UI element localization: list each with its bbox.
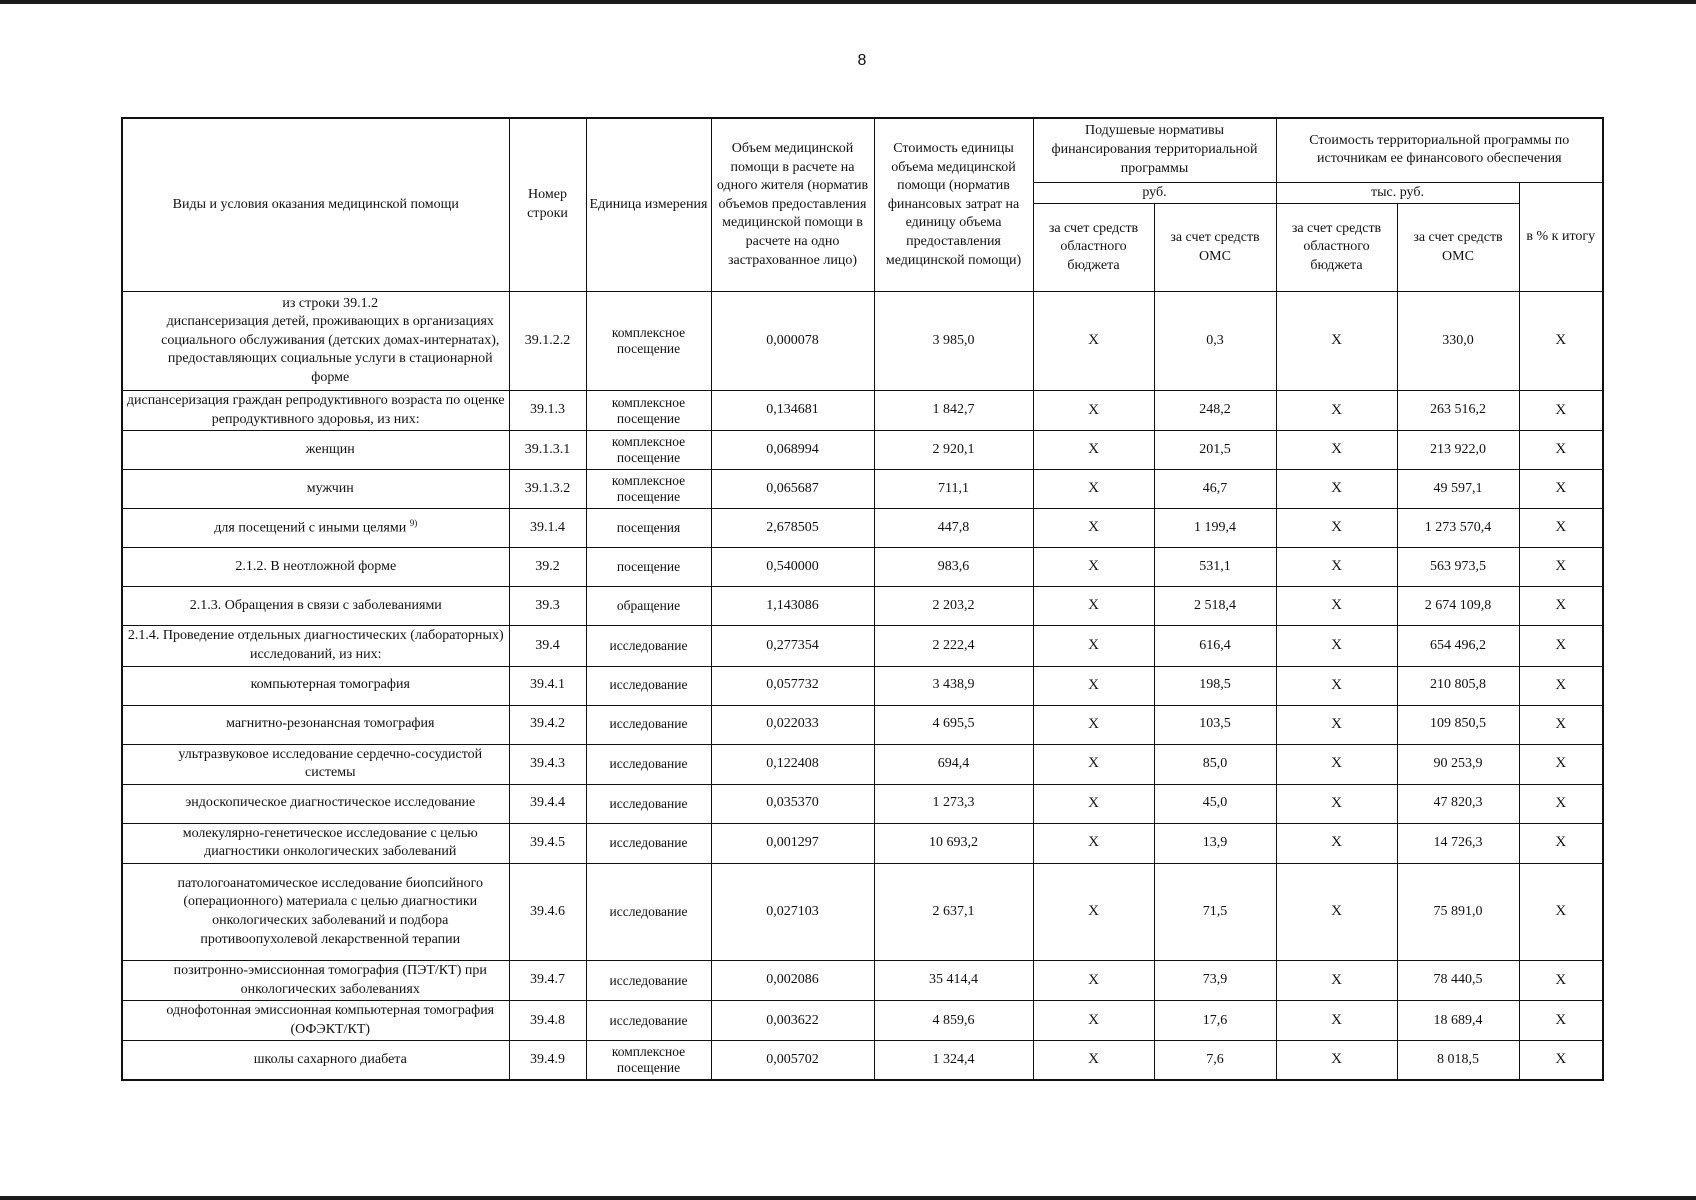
row-name: 2.1.3. Обращения в связи с заболеваниями [122,587,509,626]
row-volume: 1,143086 [711,587,874,626]
row-tc-budget: Х [1276,431,1397,470]
row-unit: исследование [586,960,711,1000]
row-cost: 2 222,4 [874,626,1033,666]
row-cost: 2 637,1 [874,863,1033,960]
scan-edge-top [0,0,1696,4]
row-percent: Х [1519,470,1603,509]
header-rub: руб. [1033,182,1276,204]
row-tc-budget: Х [1276,548,1397,587]
row-name-text: для посещений с иными целями [214,520,407,536]
header-thous-rub: тыс. руб. [1276,182,1519,204]
row-pc-budget: Х [1033,391,1154,431]
row-tc-oms: 210 805,8 [1397,666,1519,705]
row-pc-oms: 73,9 [1154,960,1276,1000]
row-pc-budget: Х [1033,292,1154,391]
row-pc-budget: Х [1033,960,1154,1000]
row-volume: 0,005702 [711,1041,874,1080]
row-volume: 0,122408 [711,744,874,784]
row-unit: исследование [586,1001,711,1041]
row-tc-oms: 78 440,5 [1397,960,1519,1000]
row-tc-budget: Х [1276,587,1397,626]
row-cost: 2 920,1 [874,431,1033,470]
header-tc-oms: за счет средств ОМС [1397,204,1519,292]
row-tc-budget: Х [1276,391,1397,431]
table-row [122,705,1603,744]
row-unit: исследование [586,705,711,744]
row-pc-oms: 2 518,4 [1154,587,1276,626]
table-row [122,626,1603,666]
row-name: 2.1.2. В неотложной форме [122,548,509,587]
row-pc-budget: Х [1033,823,1154,863]
row-unit: исследование [586,863,711,960]
row-cost: 3 985,0 [874,292,1033,391]
row-percent: Х [1519,960,1603,1000]
row-name: мужчин [122,470,509,509]
row-name: компьютерная томография [122,666,509,705]
row-volume: 0,057732 [711,666,874,705]
row-unit: исследование [586,744,711,784]
row-tc-budget: Х [1276,666,1397,705]
row-pc-budget: Х [1033,1041,1154,1080]
row-pc-budget: Х [1033,626,1154,666]
row-unit: посещение [586,548,711,587]
row-number: 39.3 [509,587,586,626]
row-tc-budget: Х [1276,960,1397,1000]
row-number: 39.4.9 [509,1041,586,1080]
table-row [122,509,1603,548]
row-percent: Х [1519,431,1603,470]
row-cost: 2 203,2 [874,587,1033,626]
row-tc-budget: Х [1276,744,1397,784]
row-pc-budget: Х [1033,548,1154,587]
row-tc-oms: 49 597,1 [1397,470,1519,509]
row-name: молекулярно-генетическое исследование с целью диагностики онкологических заболеваний [122,823,509,863]
row-name [122,292,509,391]
row-unit: комплексное посещение [586,470,711,509]
table-row [122,744,1603,784]
row-cost: 447,8 [874,509,1033,548]
row-pc-oms: 71,5 [1154,863,1276,960]
row-pc-budget: Х [1033,744,1154,784]
row-name: диспансеризация граждан репродуктивного возраста по оценке репродуктивного здоровья, из них: [122,391,509,431]
row-percent: Х [1519,705,1603,744]
row-volume: 0,035370 [711,784,874,823]
row-tc-oms: 2 674 109,8 [1397,587,1519,626]
row-tc-budget: Х [1276,509,1397,548]
row-tc-oms: 109 850,5 [1397,705,1519,744]
row-tc-budget: Х [1276,784,1397,823]
row-number: 39.4.5 [509,823,586,863]
row-percent: Х [1519,744,1603,784]
row-unit: исследование [586,823,711,863]
row-name: однофотонная эмиссионная компьютерная томография (ОФЭКТ/КТ) [122,1001,509,1041]
table-row [122,587,1603,626]
row-cost: 983,6 [874,548,1033,587]
row-tc-oms: 654 496,2 [1397,626,1519,666]
row-pc-oms: 616,4 [1154,626,1276,666]
row-tc-budget: Х [1276,1041,1397,1080]
row-number: 39.4.8 [509,1001,586,1041]
row-pc-oms: 1 199,4 [1154,509,1276,548]
row-volume: 0,068994 [711,431,874,470]
row-unit: посещения [586,509,711,548]
row-name: позитронно-эмиссионная томография (ПЭТ/КТ) при онкологических заболеваниях [122,960,509,1000]
row-tc-budget: Х [1276,863,1397,960]
row-pc-budget: Х [1033,470,1154,509]
row-name [122,509,509,548]
row-percent: Х [1519,1041,1603,1080]
row-number: 39.4.2 [509,705,586,744]
row-pc-budget: Х [1033,666,1154,705]
row-tc-oms: 213 922,0 [1397,431,1519,470]
header-row-number: Номер строки [509,118,586,292]
row-pc-budget: Х [1033,509,1154,548]
row-volume: 0,134681 [711,391,874,431]
page-number: 8 [857,52,867,69]
row-tc-oms: 563 973,5 [1397,548,1519,587]
row-volume: 0,002086 [711,960,874,1000]
table-row [122,784,1603,823]
row-percent: Х [1519,863,1603,960]
row-volume: 0,001297 [711,823,874,863]
row-tc-oms: 90 253,9 [1397,744,1519,784]
table-row [122,1001,1603,1041]
table-row [122,823,1603,863]
row-cost: 10 693,2 [874,823,1033,863]
row-cost: 694,4 [874,744,1033,784]
footnote-mark: 9) [409,518,418,529]
row-tc-oms: 330,0 [1397,292,1519,391]
row-tc-budget: Х [1276,626,1397,666]
table-row [122,470,1603,509]
row-cost: 4 695,5 [874,705,1033,744]
row-percent: Х [1519,1001,1603,1041]
row-pc-oms: 45,0 [1154,784,1276,823]
row-cost: 1 324,4 [874,1041,1033,1080]
row-name-prefix: из строки 39.1.2 [282,295,379,311]
row-tc-budget: Х [1276,1001,1397,1041]
row-number: 39.1.3 [509,391,586,431]
row-name: ультразвуковое исследование сердечно-сосудистой системы [122,744,509,784]
row-volume: 0,065687 [711,470,874,509]
row-pc-budget: Х [1033,431,1154,470]
row-unit: комплексное посещение [586,1041,711,1080]
row-cost: 35 414,4 [874,960,1033,1000]
row-tc-budget: Х [1276,292,1397,391]
table-row [122,1041,1603,1080]
row-pc-budget: Х [1033,587,1154,626]
row-number: 39.4 [509,626,586,666]
row-percent: Х [1519,626,1603,666]
row-tc-oms: 75 891,0 [1397,863,1519,960]
row-number: 39.1.3.2 [509,470,586,509]
row-number: 39.2 [509,548,586,587]
header-pc-budget: за счет средств областного бюджета [1033,204,1154,292]
row-percent: Х [1519,292,1603,391]
row-name: магнитно-резонансная томография [122,705,509,744]
row-pc-oms: 17,6 [1154,1001,1276,1041]
row-pc-oms: 103,5 [1154,705,1276,744]
row-pc-oms: 201,5 [1154,431,1276,470]
row-unit: обращение [586,587,711,626]
row-percent: Х [1519,509,1603,548]
row-pc-oms: 85,0 [1154,744,1276,784]
row-name: эндоскопическое диагностическое исследование [122,784,509,823]
row-number: 39.4.1 [509,666,586,705]
row-volume: 0,022033 [711,705,874,744]
financing-table [121,117,1604,1081]
row-unit: исследование [586,784,711,823]
row-pc-oms: 531,1 [1154,548,1276,587]
row-tc-oms: 1 273 570,4 [1397,509,1519,548]
row-percent: Х [1519,784,1603,823]
row-percent: Х [1519,548,1603,587]
table-row [122,863,1603,960]
row-number: 39.1.4 [509,509,586,548]
row-pc-oms: 7,6 [1154,1041,1276,1080]
row-name: женщин [122,431,509,470]
row-pc-budget: Х [1033,1001,1154,1041]
row-number: 39.4.4 [509,784,586,823]
row-number: 39.1.2.2 [509,292,586,391]
row-volume: 2,678505 [711,509,874,548]
row-pc-oms: 13,9 [1154,823,1276,863]
row-name: патологоанатомическое исследование биопсийного (операционного) материала с целью диагностики онкологических заболеваний и подбора противоопухолевой лекарственной терапии [122,863,509,960]
row-tc-oms: 18 689,4 [1397,1001,1519,1041]
row-unit: исследование [586,626,711,666]
row-unit: комплексное посещение [586,431,711,470]
row-volume: 0,000078 [711,292,874,391]
row-volume: 0,540000 [711,548,874,587]
row-cost: 3 438,9 [874,666,1033,705]
row-volume: 0,003622 [711,1001,874,1041]
row-name: школы сахарного диабета [122,1041,509,1080]
header-volume: Объем медицинской помощи в расчете на одного жителя (норматив объемов предоставления медицинской помощи в расчете на одно застрахованное лицо) [711,118,874,292]
row-cost: 1 842,7 [874,391,1033,431]
row-cost: 711,1 [874,470,1033,509]
row-name-detail: диспансеризация детей, проживающих в организациях социального обслуживания (детских домах-интернатах), предоставляющих социальные услуги в стационарной форме [161,314,500,386]
row-number: 39.4.7 [509,960,586,1000]
header-kinds: Виды и условия оказания медицинской помощи [122,118,509,292]
row-unit: комплексное посещение [586,391,711,431]
row-tc-budget: Х [1276,705,1397,744]
row-percent: Х [1519,666,1603,705]
table-row [122,292,1603,391]
row-percent: Х [1519,823,1603,863]
row-number: 39.4.6 [509,863,586,960]
row-unit: исследование [586,666,711,705]
row-volume: 0,027103 [711,863,874,960]
header-per-capita: Подушевые нормативы финансирования территориальной программы [1033,118,1276,182]
row-number: 39.1.3.1 [509,431,586,470]
header-unit-cost: Стоимость единицы объема медицинской помощи (норматив финансовых затрат на единицу объема предоставления медицинской помощи) [874,118,1033,292]
header-program-cost: Стоимость территориальной программы по источникам ее финансового обеспечения [1276,118,1603,182]
row-unit: комплексное посещение [586,292,711,391]
row-pc-oms: 198,5 [1154,666,1276,705]
table-body [122,292,1603,1080]
row-number: 39.4.3 [509,744,586,784]
row-tc-oms: 8 018,5 [1397,1041,1519,1080]
row-cost: 4 859,6 [874,1001,1033,1041]
row-percent: Х [1519,587,1603,626]
row-tc-oms: 263 516,2 [1397,391,1519,431]
header-unit: Единица измерения [586,118,711,292]
table-row [122,666,1603,705]
header-percent: в % к итогу [1519,182,1603,292]
row-pc-budget: Х [1033,863,1154,960]
scan-edge-bottom [0,1196,1696,1200]
table-row [122,548,1603,587]
row-cost: 1 273,3 [874,784,1033,823]
header-pc-oms: за счет средств ОМС [1154,204,1276,292]
row-tc-budget: Х [1276,823,1397,863]
header-tc-budget: за счет средств областного бюджета [1276,204,1397,292]
row-pc-oms: 0,3 [1154,292,1276,391]
row-tc-oms: 14 726,3 [1397,823,1519,863]
table-row [122,391,1603,431]
row-tc-budget: Х [1276,470,1397,509]
row-volume: 0,277354 [711,626,874,666]
table-row [122,431,1603,470]
row-tc-oms: 47 820,3 [1397,784,1519,823]
row-name: 2.1.4. Проведение отдельных диагностических (лабораторных) исследований, из них: [122,626,509,666]
row-pc-oms: 46,7 [1154,470,1276,509]
row-pc-budget: Х [1033,705,1154,744]
row-percent: Х [1519,391,1603,431]
row-pc-oms: 248,2 [1154,391,1276,431]
table-row [122,960,1603,1000]
row-pc-budget: Х [1033,784,1154,823]
